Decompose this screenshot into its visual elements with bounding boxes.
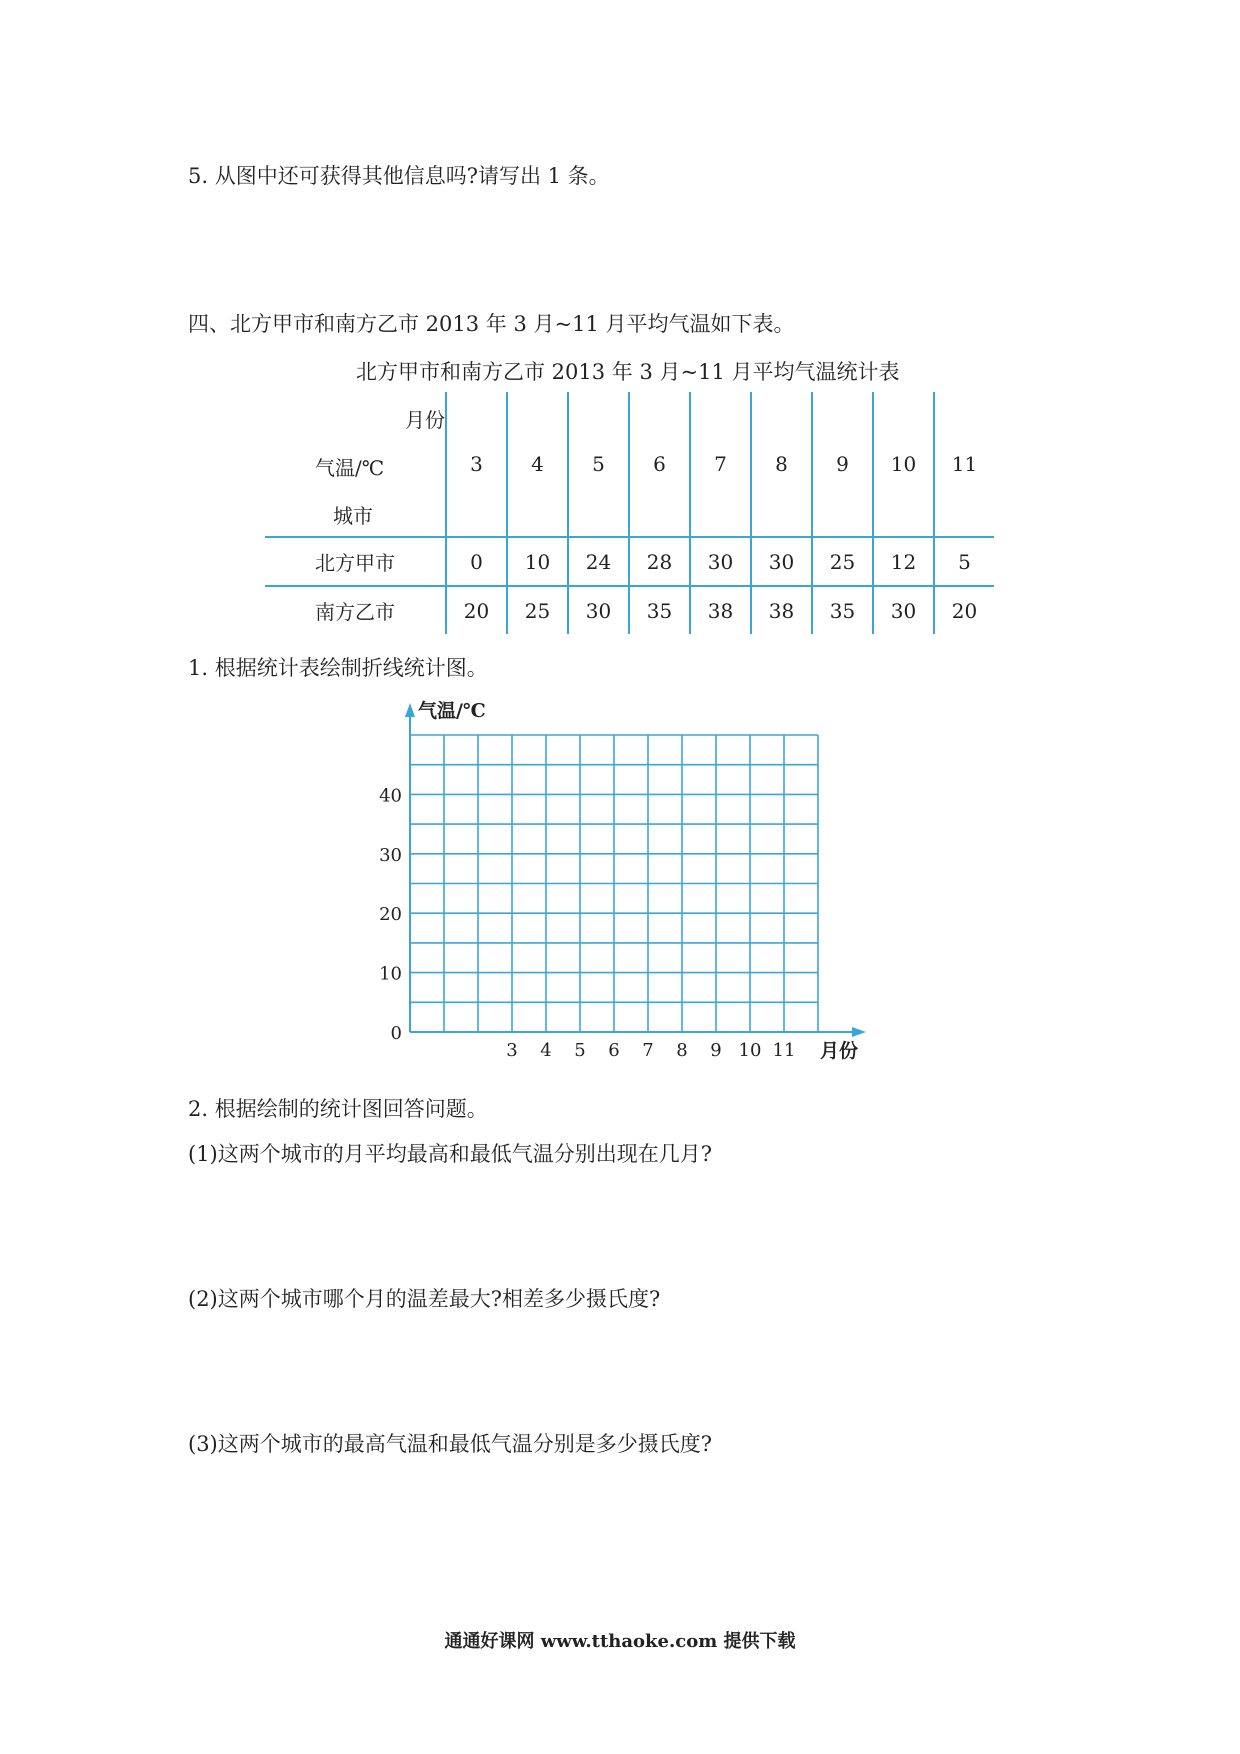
table-corner-header (265, 392, 446, 537)
month-header: 3 (446, 392, 507, 537)
x-tick-label: 11 (772, 1040, 796, 1061)
x-axis-label: 月份 (820, 1040, 859, 1062)
sub-question-2: (2)这两个城市哪个月的温差最大?相差多少摄氏度? (188, 1287, 661, 1311)
y-tick-label: 30 (379, 844, 402, 866)
y-axis-label: 气温/℃ (418, 700, 486, 722)
y-tick-label: 40 (379, 785, 402, 807)
table-cell: 35 (812, 586, 873, 634)
sub-question-1: (1)这两个城市的月平均最高和最低气温分别出现在几月? (188, 1142, 713, 1166)
table-cell: 12 (873, 537, 934, 586)
month-header: 11 (934, 392, 994, 537)
temperature-table (265, 392, 994, 634)
y-axis-arrow (405, 703, 415, 717)
table-cell: 20 (934, 586, 994, 634)
y-tick-labels (379, 785, 402, 1044)
section-4-title: 四、北方甲市和南方乙市 2013 年 3 月~11 月平均气温如下表。 (188, 312, 795, 336)
table-cell: 10 (507, 537, 568, 586)
month-header: 4 (507, 392, 568, 537)
month-header: 10 (873, 392, 934, 537)
table-header-row (265, 392, 994, 537)
question-1: 1. 根据统计表绘制折线统计图。 (188, 656, 488, 680)
month-header: 5 (568, 392, 629, 537)
x-tick-label: 10 (738, 1040, 762, 1061)
month-header: 9 (812, 392, 873, 537)
blank-line-chart-grid (370, 695, 890, 1075)
x-tick-label: 9 (710, 1040, 722, 1061)
city-name: 北方甲市 (265, 537, 446, 586)
table-cell: 25 (507, 586, 568, 634)
grid-lines (410, 735, 818, 1032)
x-axis-arrow (852, 1027, 866, 1037)
table-cell: 38 (751, 586, 812, 634)
table-cell: 30 (751, 537, 812, 586)
question-2: 2. 根据绘制的统计图回答问题。 (188, 1097, 488, 1121)
month-header: 7 (690, 392, 751, 537)
month-header: 8 (751, 392, 812, 537)
x-tick-label: 4 (540, 1040, 552, 1061)
y-tick-label: 0 (390, 1023, 402, 1044)
table-cell: 38 (690, 586, 751, 634)
table-cell: 0 (446, 537, 507, 586)
footer-credit: 通通好课网 www.tthaoke.com 提供下载 (444, 1631, 796, 1652)
sub-question-3: (3)这两个城市的最高气温和最低气温分别是多少摄氏度? (188, 1432, 713, 1456)
table-row-north (265, 537, 994, 586)
y-tick-label: 20 (379, 904, 402, 926)
x-tick-label: 7 (642, 1040, 654, 1061)
x-tick-label: 5 (574, 1040, 586, 1061)
y-tick-label: 10 (379, 963, 402, 985)
month-header: 6 (629, 392, 690, 537)
table-title: 北方甲市和南方乙市 2013 年 3 月~11 月平均气温统计表 (356, 360, 900, 384)
x-tick-labels (506, 1040, 795, 1061)
table-cell: 20 (446, 586, 507, 634)
header-temp: 气温/℃ (315, 456, 385, 480)
table-cell: 30 (690, 537, 751, 586)
header-city: 城市 (333, 504, 373, 528)
chart-axes (405, 703, 866, 1037)
table-cell: 35 (629, 586, 690, 634)
table-cell: 28 (629, 537, 690, 586)
table-cell: 5 (934, 537, 994, 586)
table-cell: 30 (873, 586, 934, 634)
header-month: 月份 (405, 408, 445, 432)
city-name: 南方乙市 (265, 586, 446, 634)
question-5: 5. 从图中还可获得其他信息吗?请写出 1 条。 (188, 164, 610, 188)
x-tick-label: 3 (506, 1040, 518, 1061)
table-row-south (265, 586, 994, 634)
table-cell: 30 (568, 586, 629, 634)
x-tick-label: 6 (608, 1040, 620, 1061)
x-tick-label: 8 (676, 1040, 688, 1061)
table-cell: 25 (812, 537, 873, 586)
table-cell: 24 (568, 537, 629, 586)
